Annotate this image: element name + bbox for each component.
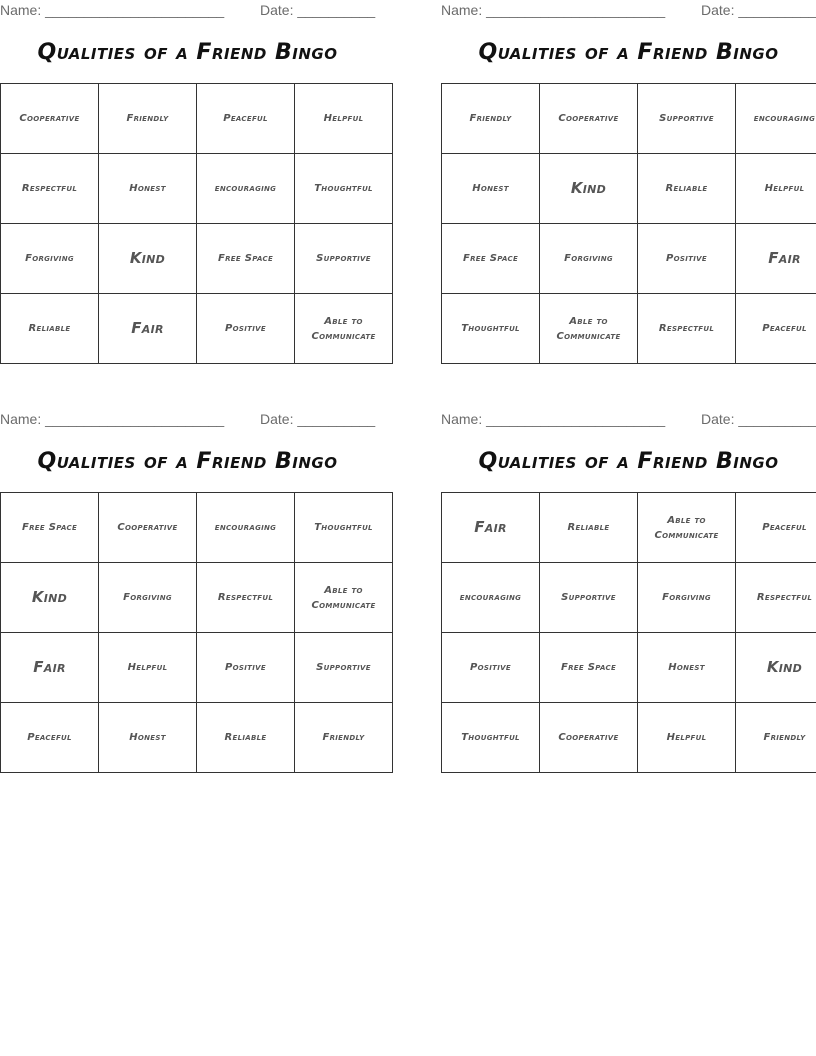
date-field[interactable]: Date: __________ (260, 2, 376, 18)
grid-row (442, 493, 816, 563)
bingo-cell: Supportive (540, 563, 638, 633)
bingo-cell: Free Space (1, 493, 99, 563)
bingo-cell: Fair (1, 633, 99, 703)
grid-row (1, 294, 393, 364)
bingo-cell: Respectful (736, 563, 816, 633)
bingo-grid (441, 83, 816, 364)
bingo-cell: Able to Communicate (295, 294, 393, 364)
bingo-cell: Friendly (99, 84, 197, 154)
bingo-cell: Cooperative (99, 493, 197, 563)
grid-row (442, 294, 816, 364)
bingo-cell: Forgiving (638, 563, 736, 633)
bingo-cell: Supportive (638, 84, 736, 154)
bingo-cell: Free Space (442, 224, 540, 294)
name-date-row (0, 411, 375, 429)
bingo-cell: Reliable (540, 493, 638, 563)
bingo-cell: Positive (442, 633, 540, 703)
bingo-cell: Reliable (638, 154, 736, 224)
bingo-cell: Forgiving (1, 224, 99, 294)
bingo-cell: Kind (99, 224, 197, 294)
grid-row (1, 633, 393, 703)
bingo-cell: Fair (736, 224, 816, 294)
bingo-card-4 (441, 409, 816, 774)
card-title: Qualities of a Friend Bingo (478, 449, 779, 474)
bingo-cell: Fair (442, 493, 540, 563)
bingo-cell: Supportive (295, 224, 393, 294)
grid-row (1, 154, 393, 224)
bingo-cell: Reliable (197, 703, 295, 773)
bingo-cell: Peaceful (736, 294, 816, 364)
grid-row (442, 84, 816, 154)
bingo-cell: Fair (99, 294, 197, 364)
bingo-cell: Reliable (1, 294, 99, 364)
bingo-cell: Kind (1, 563, 99, 633)
bingo-cell: Positive (638, 224, 736, 294)
name-date-row (441, 411, 816, 429)
name-field[interactable]: Name: _______________________ (0, 2, 225, 18)
bingo-cell: Able to Communicate (638, 493, 736, 563)
name-date-row (441, 2, 816, 20)
bingo-cell: Friendly (295, 703, 393, 773)
bingo-cell: Friendly (736, 703, 816, 773)
grid-row (442, 154, 816, 224)
bingo-grid (0, 83, 393, 364)
bingo-cell: Peaceful (197, 84, 295, 154)
bingo-cell: Helpful (295, 84, 393, 154)
date-field[interactable]: Date: __________ (701, 2, 816, 18)
bingo-cell: Positive (197, 294, 295, 364)
bingo-card-3 (0, 409, 375, 774)
bingo-card-1 (0, 0, 375, 365)
bingo-cell: encouraging (442, 563, 540, 633)
bingo-cell: Honest (99, 154, 197, 224)
bingo-cell: Honest (99, 703, 197, 773)
name-field[interactable]: Name: _______________________ (441, 411, 666, 427)
bingo-cell: Kind (736, 633, 816, 703)
bingo-cell: Helpful (99, 633, 197, 703)
date-field[interactable]: Date: __________ (701, 411, 816, 427)
name-field[interactable]: Name: _______________________ (0, 411, 225, 427)
grid-row (442, 563, 816, 633)
bingo-cell: Friendly (442, 84, 540, 154)
bingo-cell: Peaceful (736, 493, 816, 563)
grid-row (442, 703, 816, 773)
card-title: Qualities of a Friend Bingo (478, 40, 779, 65)
bingo-cell: Helpful (736, 154, 816, 224)
bingo-cell: Free Space (197, 224, 295, 294)
grid-row (442, 633, 816, 703)
bingo-cell: encouraging (736, 84, 816, 154)
bingo-cell: Honest (442, 154, 540, 224)
bingo-cell: Supportive (295, 633, 393, 703)
name-field[interactable]: Name: _______________________ (441, 2, 666, 18)
bingo-cell: Forgiving (540, 224, 638, 294)
card-title: Qualities of a Friend Bingo (37, 40, 338, 65)
bingo-cell: Helpful (638, 703, 736, 773)
bingo-grid (441, 492, 816, 773)
bingo-cell: Thoughtful (442, 294, 540, 364)
name-date-row (0, 2, 375, 20)
bingo-cell: encouraging (197, 493, 295, 563)
grid-row (1, 224, 393, 294)
bingo-cell: Kind (540, 154, 638, 224)
bingo-grid (0, 492, 393, 773)
bingo-card-2 (441, 0, 816, 365)
bingo-cell: Honest (638, 633, 736, 703)
grid-row (1, 84, 393, 154)
bingo-cell: Thoughtful (295, 154, 393, 224)
bingo-cell: Positive (197, 633, 295, 703)
bingo-cell: encouraging (197, 154, 295, 224)
bingo-cell: Thoughtful (295, 493, 393, 563)
bingo-cell: Respectful (197, 563, 295, 633)
bingo-cell: Able to Communicate (540, 294, 638, 364)
grid-row (442, 224, 816, 294)
bingo-cell: Forgiving (99, 563, 197, 633)
card-title: Qualities of a Friend Bingo (37, 449, 338, 474)
grid-row (1, 493, 393, 563)
bingo-cell: Able to Communicate (295, 563, 393, 633)
bingo-cell: Thoughtful (442, 703, 540, 773)
bingo-cell: Respectful (638, 294, 736, 364)
bingo-cell: Cooperative (1, 84, 99, 154)
bingo-cell: Respectful (1, 154, 99, 224)
bingo-cell: Cooperative (540, 703, 638, 773)
bingo-cell: Free Space (540, 633, 638, 703)
grid-row (1, 703, 393, 773)
date-field[interactable]: Date: __________ (260, 411, 376, 427)
bingo-cell: Peaceful (1, 703, 99, 773)
bingo-cell: Cooperative (540, 84, 638, 154)
grid-row (1, 563, 393, 633)
